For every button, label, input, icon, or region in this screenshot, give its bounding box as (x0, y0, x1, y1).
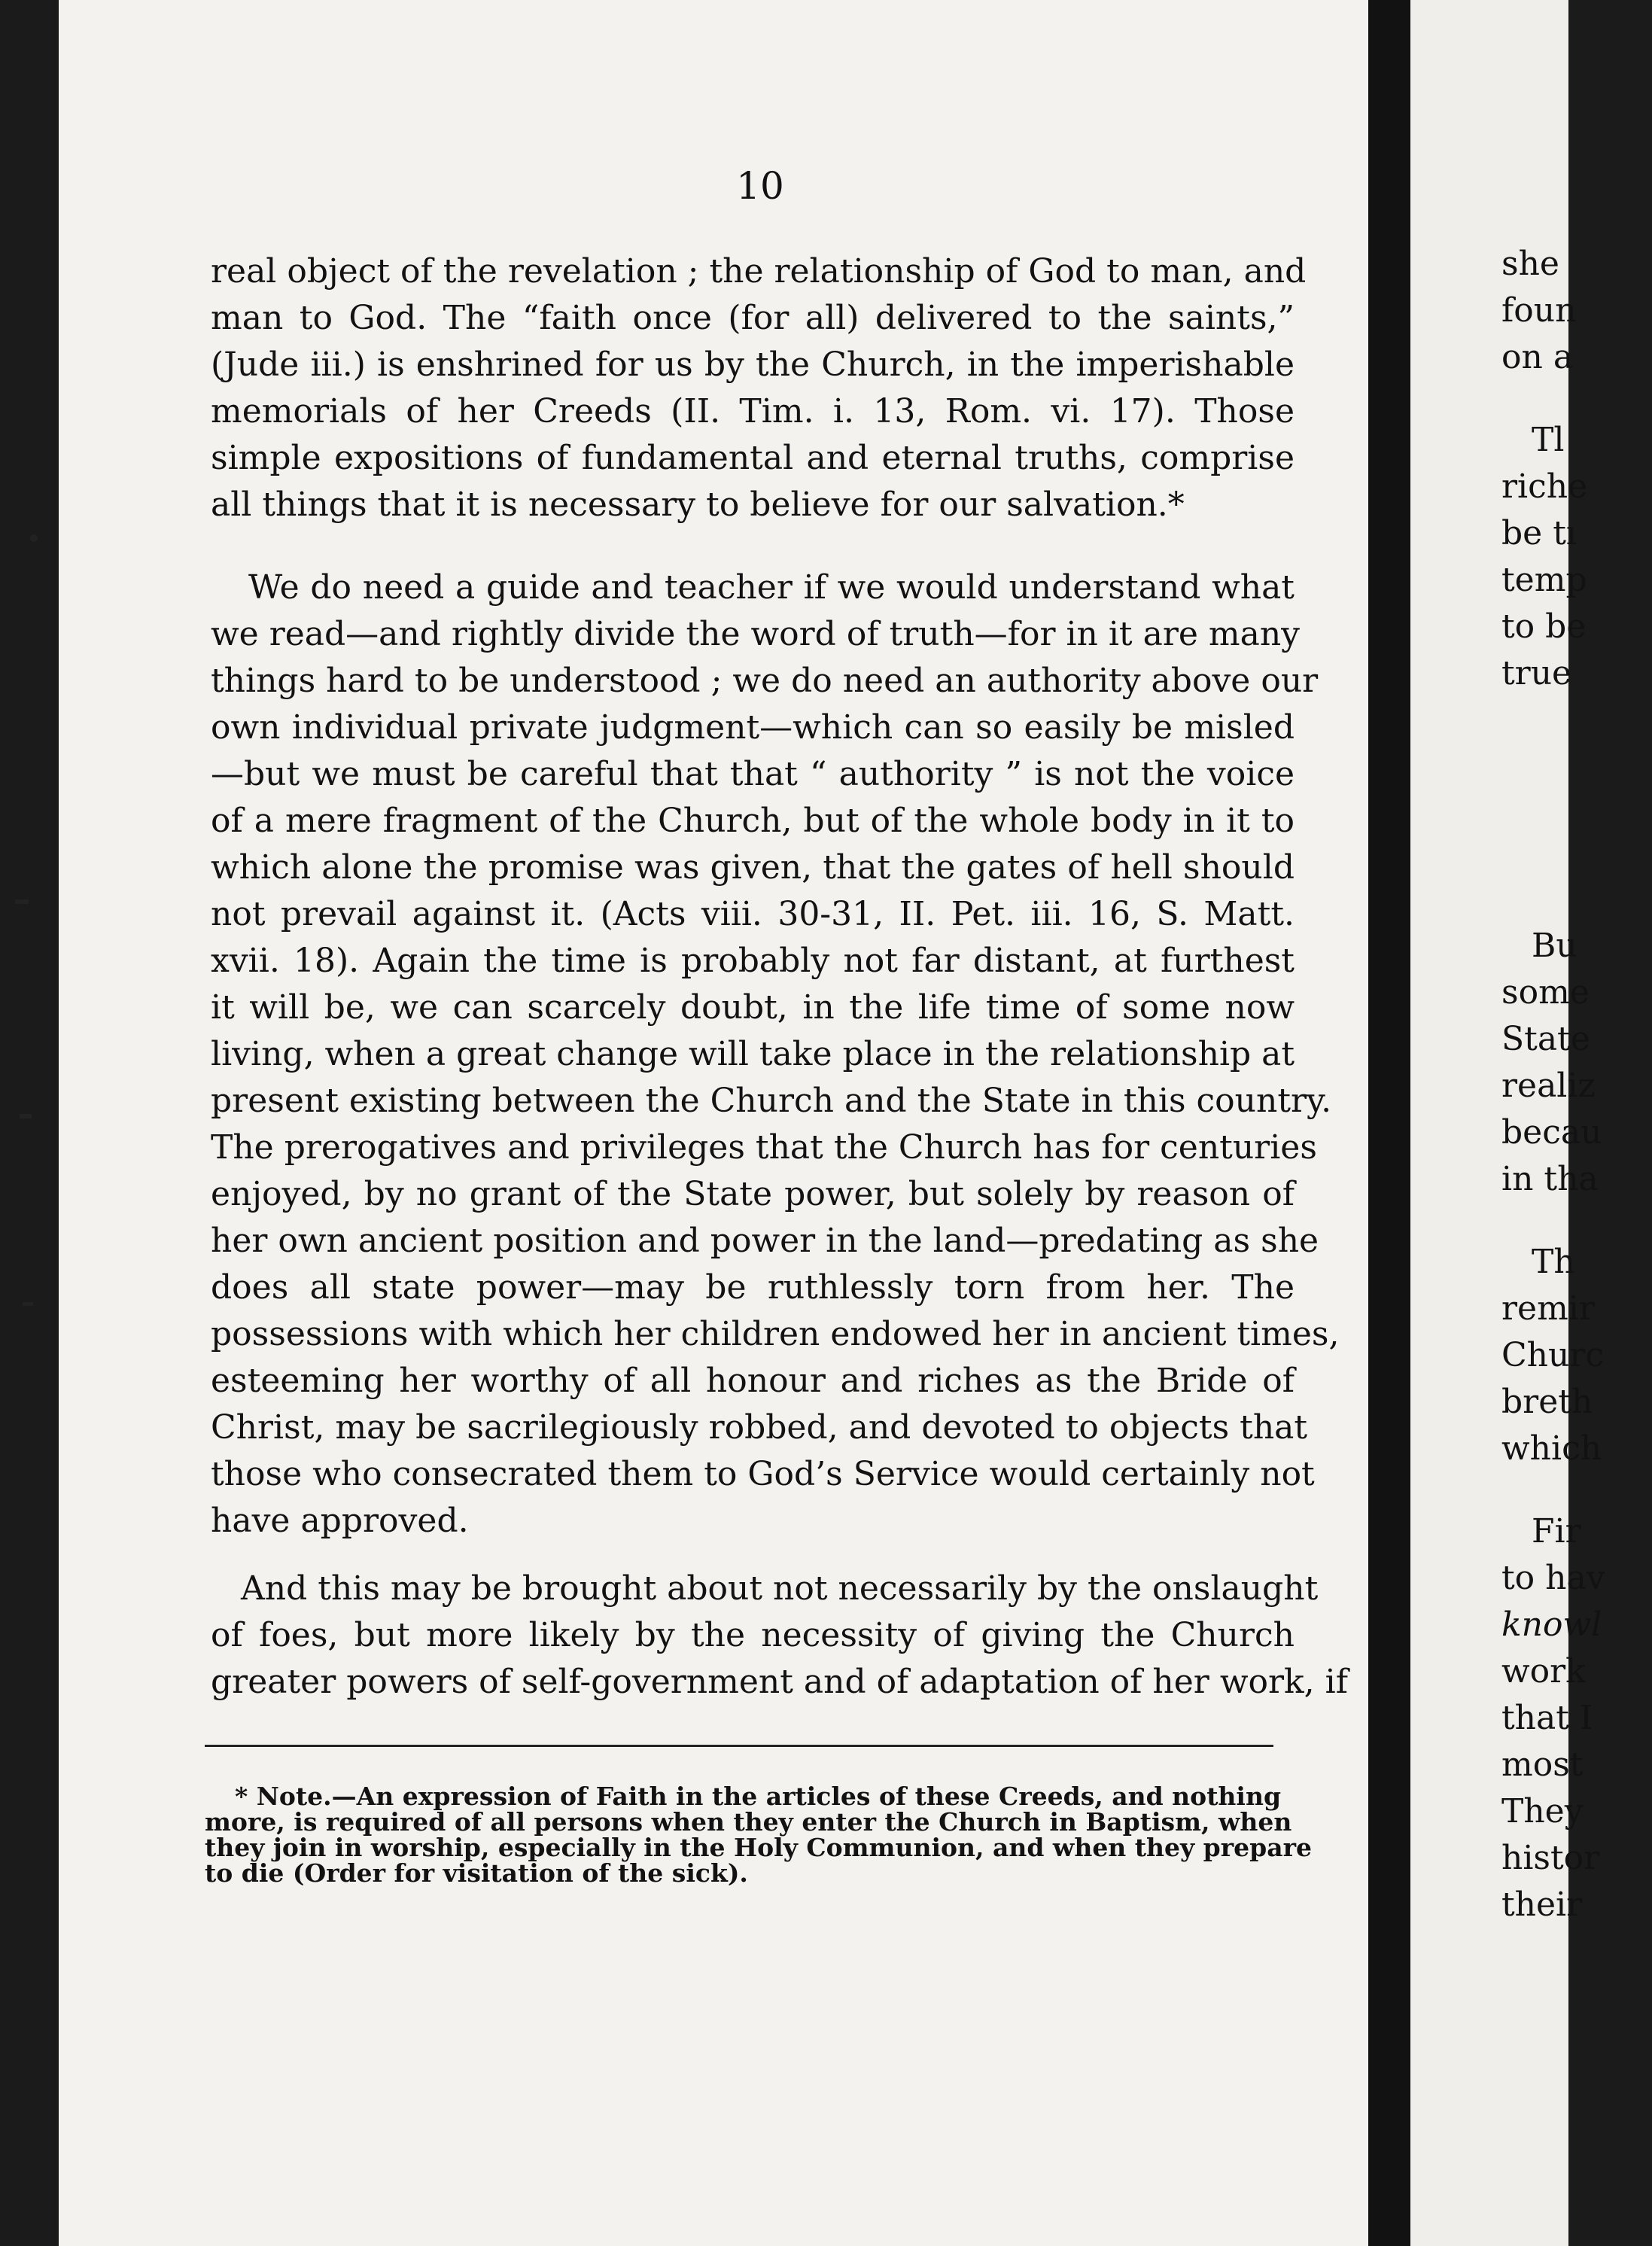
text-line: And this may be brought about not necessarily by the onslaught (241, 1569, 1319, 1608)
text-line: have approved. (211, 1502, 469, 1540)
fragment-line: foun (1501, 291, 1577, 330)
fragment-line: which (1501, 1429, 1602, 1468)
text-line: enjoyed, by no grant of the State power, but solely by reason of (211, 1175, 1295, 1213)
fragment-line: that I (1501, 1699, 1593, 1737)
text-line: living, when a great change will take place in the relationship at (211, 1035, 1295, 1073)
fragment-line: work (1501, 1652, 1586, 1691)
fragment-line: most (1501, 1745, 1584, 1784)
fragment-line: realiz (1501, 1067, 1596, 1105)
footnote (205, 1782, 1312, 1888)
text-line: her own ancient position and power in the land—predating as she (211, 1222, 1319, 1260)
fragment-line: Churc (1501, 1336, 1605, 1374)
text-line: The prerogatives and privileges that the Church has for centuries (211, 1128, 1317, 1167)
text-line: we read—and rightly divide the word of truth—for in it are many (211, 615, 1301, 653)
margin-speck (15, 899, 29, 904)
paragraph-spacer (211, 528, 1295, 565)
footnote-line: they join in worship, especially in the Holy Communion, and when they prepare (205, 1833, 1312, 1862)
page-number: 10 (736, 164, 784, 208)
fragment-line: to be (1501, 607, 1587, 646)
text-line: all things that it is necessary to believe for our salvation.* (211, 485, 1185, 524)
fragment-spacer (1501, 697, 1652, 923)
fragment-line: some (1501, 973, 1590, 1012)
paragraph-3 (211, 1566, 1348, 1706)
text-line: simple expositions of fundamental and eternal truths, comprise (211, 439, 1295, 477)
text-line: We do need a guide and teacher if we would understand what (248, 568, 1295, 607)
text-line: present existing between the Church and the State in this country. (211, 1082, 1332, 1120)
fragment-line: in tha (1501, 1160, 1599, 1198)
fragment-line: on a (1501, 338, 1574, 376)
body-text (211, 248, 1348, 1706)
text-line: (Jude iii.) is enshrined for us by the Church, in the imperishable (211, 345, 1295, 384)
margin-speck (30, 534, 38, 542)
fragment-line: Fir (1532, 1512, 1581, 1551)
text-line: which alone the promise was given, that the gates of hell should (211, 848, 1295, 887)
text-line: it will be, we can scarcely doubt, in the life time of some now (211, 988, 1295, 1027)
text-line: man to God. The “faith once (for all) delivered to the saints,” (211, 299, 1295, 337)
margin-speck (20, 1114, 32, 1118)
text-line: possessions with which her children endowed her in ancient times, (211, 1315, 1340, 1353)
fragment-line: she (1501, 245, 1559, 283)
fragment-spacer (1501, 1472, 1652, 1508)
fragment-line: temp (1501, 561, 1587, 599)
fragment-line: riche (1501, 467, 1588, 506)
text-line: those who consecrated them to God’s Service would certainly not (211, 1455, 1315, 1493)
text-line: not prevail against it. (Acts viii. 30-31, II. Pet. iii. 16, S. Matt. (211, 895, 1295, 933)
fragment-line: Th (1532, 1243, 1575, 1281)
next-page-fragments (1501, 241, 1652, 1928)
text-line: real object of the revelation ; the relationship of God to man, and (211, 252, 1307, 291)
text-line: does all state power—may be ruthlessly torn from her. The (211, 1268, 1295, 1307)
fragment-line: They (1501, 1792, 1584, 1831)
fragment-line: be tı (1501, 514, 1577, 552)
text-line: things hard to be understood ; we do need an authority above our (211, 662, 1319, 700)
text-line: of foes, but more likely by the necessity of giving the Church (211, 1616, 1295, 1654)
book-gutter (1368, 0, 1410, 2246)
text-line: —but we must be careful that that “ authority ” is not the voice (211, 755, 1295, 793)
paragraph-spacer (211, 1545, 1295, 1566)
paragraph-2 (211, 565, 1340, 1545)
fragment-line: histor (1501, 1839, 1600, 1877)
fragment-line: knowl (1501, 1605, 1602, 1644)
text-line: of a mere fragment of the Church, but of the whole body in it to (211, 802, 1295, 840)
fragment-line: Tl (1532, 421, 1565, 459)
fragment-line: to hav (1501, 1559, 1605, 1597)
fragment-spacer (1501, 1203, 1652, 1239)
fragment-line: State (1501, 1020, 1590, 1058)
text-line: own individual private judgment—which can so easily be misled (211, 708, 1295, 747)
fragment-spacer (1501, 381, 1652, 417)
text-line: esteeming her worthy of all honour and riches as the Bride of (211, 1362, 1295, 1400)
fragment-line: remir (1501, 1289, 1595, 1328)
fragment-line: true (1501, 654, 1572, 692)
fragment-line: Bu (1532, 927, 1577, 965)
fragment-line: their (1501, 1885, 1583, 1924)
paragraph-1 (211, 248, 1307, 528)
text-line: greater powers of self-government and of adaptation of her work, if (211, 1663, 1348, 1701)
text-line: Christ, may be sacrilegiously robbed, and devoted to objects that (211, 1408, 1308, 1447)
margin-speck (23, 1302, 33, 1306)
footnote-line: to die (Order for visitation of the sick). (205, 1858, 748, 1888)
footnote-line: * Note.—An expression of Faith in the articles of these Creeds, and nothing (235, 1782, 1282, 1811)
text-line: memorials of her Creeds (II. Tim. i. 13, Rom. vi. 17). Those (211, 392, 1295, 431)
footnote-divider (205, 1745, 1273, 1747)
text-line: xvii. 18). Again the time is probably not far distant, at furthest (211, 942, 1295, 980)
fragment-line: becau (1501, 1113, 1602, 1152)
footnote-line: more, is required of all persons when they enter the Church in Baptism, when (205, 1807, 1292, 1837)
fragment-line: breth (1501, 1383, 1593, 1421)
